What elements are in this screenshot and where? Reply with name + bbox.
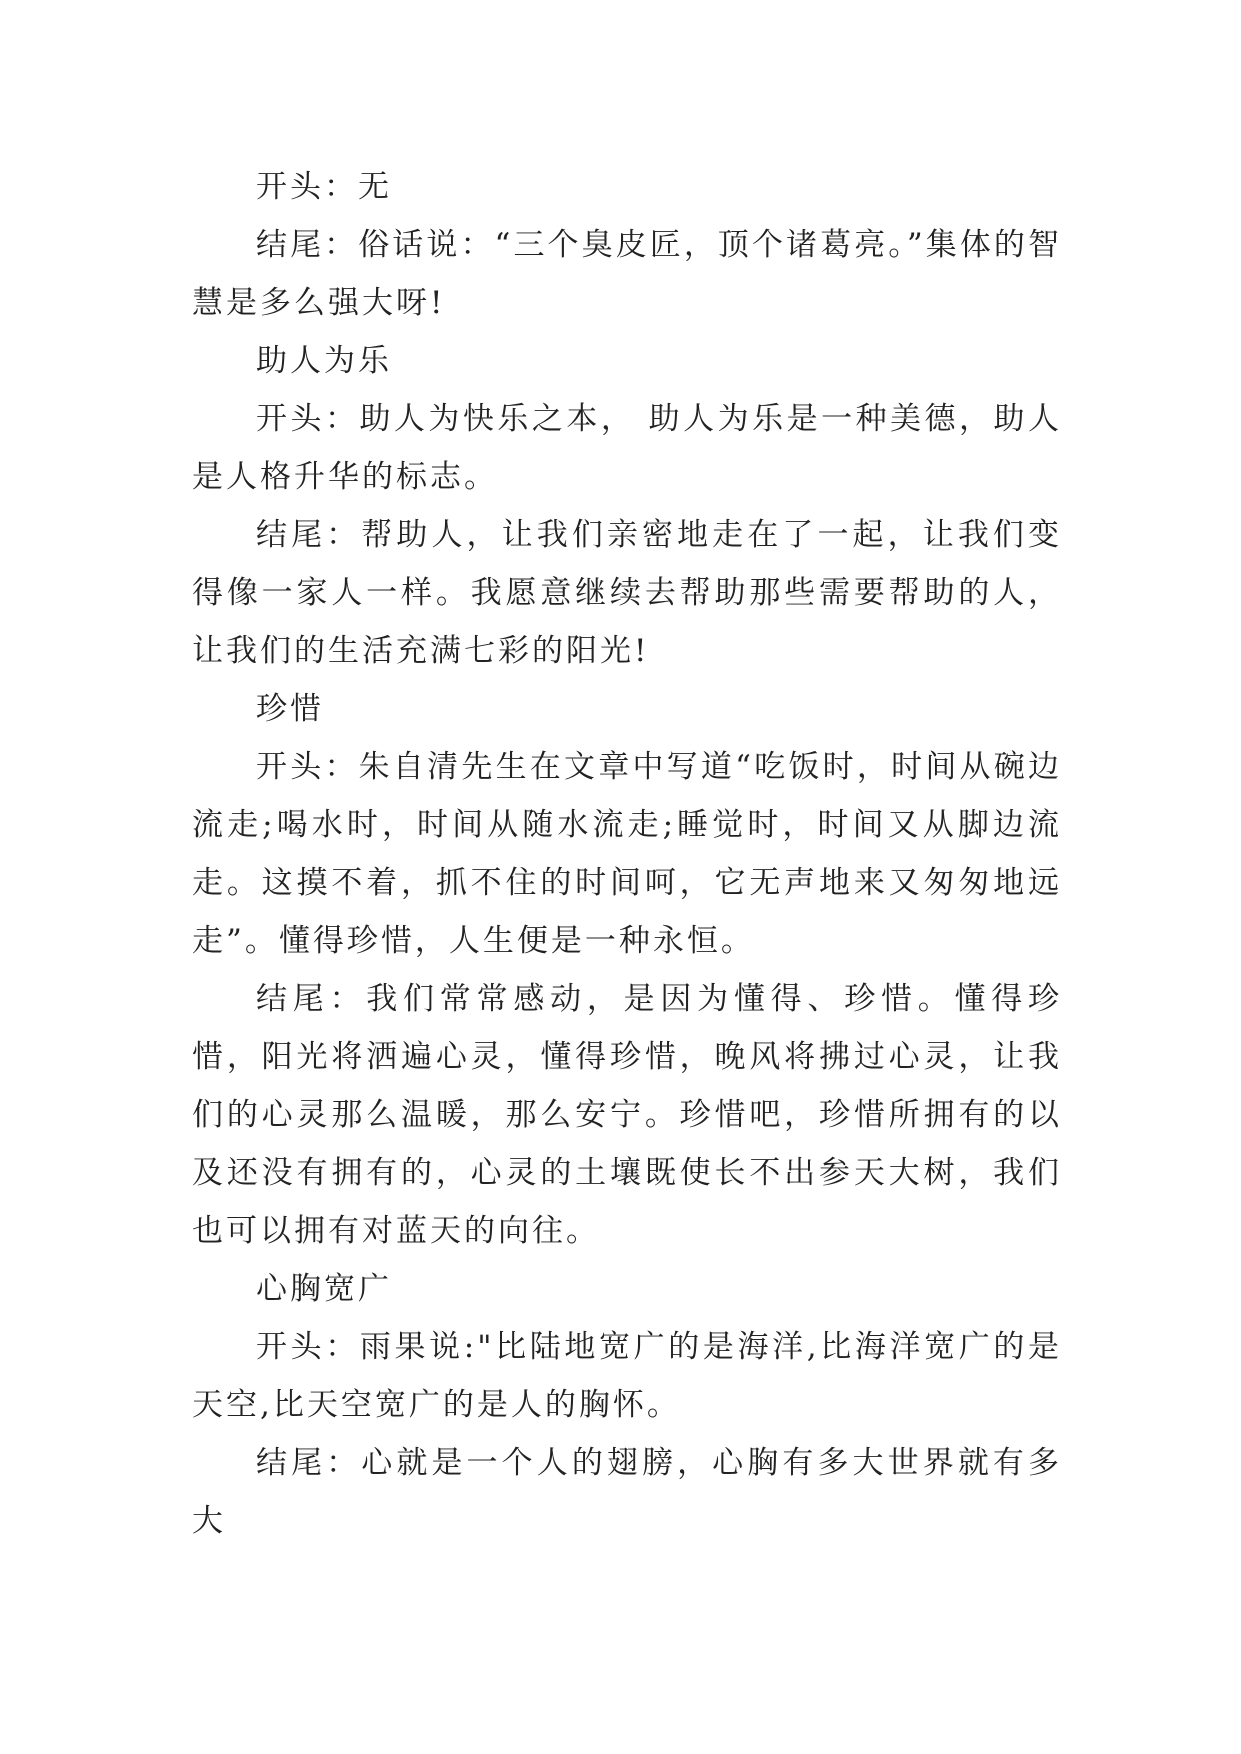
paragraph-ending-teamwork: 结尾：俗话说：“三个臭皮匠，顶个诸葛亮。”集体的智慧是多么强大呀!	[192, 227, 1062, 321]
paragraph-ending-cherish: 结尾：我们常常感动，是因为懂得、珍惜。懂得珍惜，阳光将洒遍心灵，懂得珍惜，晚风将拂过心灵，让我们的心灵那么温暖，那么安宁。珍惜吧，珍惜所拥有的以及还没有拥有的，心灵的土壤既使长不出参天大树，我们也可以拥有对蓝天的向往。	[192, 981, 1062, 1249]
paragraph-ending-broad-mind: 结尾：心就是一个人的翅膀，心胸有多大世界就有多大	[192, 1445, 1062, 1539]
paragraph-opening-cherish: 开头：朱自清先生在文章中写道“吃饭时，时间从碗边流走;喝水时，时间从随水流走;睡觉时，时间又从脚边流走。这摸不着，抓不住的时间呵，它无声地来又匆匆地远走”。懂得珍惜，人生便是一种永恒。	[192, 749, 1062, 959]
section-heading-broad-mind: 心胸宽广	[256, 1271, 392, 1307]
document-body	[192, 158, 1062, 1550]
section-heading-cherish: 珍惜	[256, 691, 324, 727]
paragraph-ending-helping-others: 结尾：帮助人，让我们亲密地走在了一起，让我们变得像一家人一样。我愿意继续去帮助那些需要帮助的人，让我们的生活充满七彩的阳光!	[192, 517, 1062, 669]
paragraph-opening-none: 开头：无	[256, 169, 392, 205]
paragraph-opening-broad-mind: 开头：雨果说:"比陆地宽广的是海洋,比海洋宽广的是天空,比天空宽广的是人的胸怀。	[192, 1329, 1062, 1423]
section-heading-helping-others: 助人为乐	[256, 343, 392, 379]
paragraph-opening-helping-others: 开头：助人为快乐之本， 助人为乐是一种美德，助人是人格升华的标志。	[192, 401, 1062, 495]
